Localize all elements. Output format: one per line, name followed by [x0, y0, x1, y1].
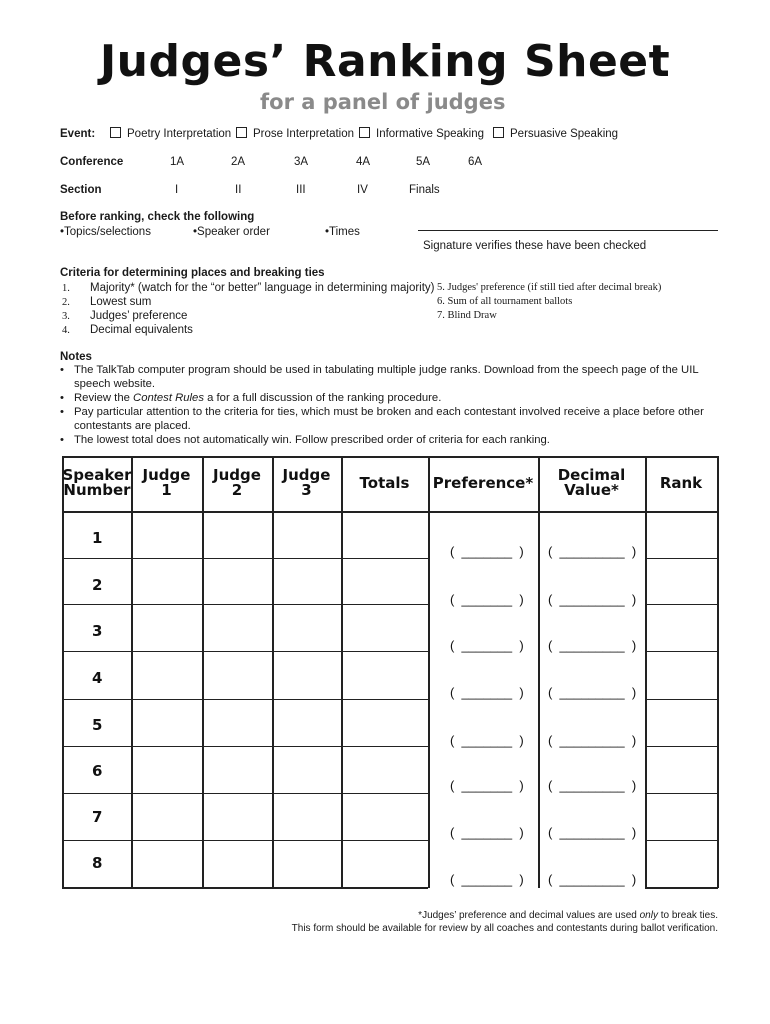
speaker-number: 7 [92, 808, 103, 826]
preference-blank[interactable]: ( _______ ) [450, 638, 524, 653]
note-item: • Review the Contest Rules a for a full discussion of the ranking procedure. [60, 392, 442, 404]
section-option[interactable]: III [296, 184, 306, 196]
page-title: Judges’ Ranking Sheet [99, 36, 671, 87]
header-judge-3: Judge 3 [282, 466, 331, 499]
option-label: Poetry Interpretation [127, 128, 232, 140]
section-option[interactable]: IV [357, 184, 368, 196]
criteria-item: 2. Lowest sum [62, 296, 152, 308]
footer-note-review: This form should be available for review by all coaches and contestants during ballot verification. [291, 923, 718, 934]
criteria-item: 7. Blind Draw [437, 310, 497, 321]
decimal-blank[interactable]: ( _________ ) [548, 592, 637, 607]
section-option[interactable]: II [235, 184, 242, 196]
note-item: • The lowest total does not automatically win. Follow prescribed order of criteria for each ranking. [60, 434, 550, 446]
criteria-item: 5. Judges' preference (if still tied after decimal break) [437, 282, 662, 293]
page-subtitle: for a panel of judges [260, 90, 506, 114]
criteria-heading: Criteria for determining places and breaking ties [60, 267, 325, 279]
footer-note-ties: *Judges’ preference and decimal values are used only to break ties. [418, 910, 718, 921]
before-item: •Speaker order [193, 226, 270, 238]
criteria-item: 1. Majority* (watch for the “or better” language in determining majority) [62, 282, 435, 294]
header-speaker-number: Speaker Number [62, 466, 132, 499]
section-label: Section [60, 184, 102, 196]
note-item: • Pay particular attention to the criteria for ties, which must be broken and each contestant involved receive a place before other contestants are placed. [60, 406, 704, 432]
header-rank: Rank [659, 474, 703, 492]
conference-option[interactable]: 3A [294, 156, 309, 168]
conference-option[interactable]: 6A [468, 156, 483, 168]
preference-blank[interactable]: ( _______ ) [450, 778, 524, 793]
section-option[interactable]: I [175, 184, 179, 196]
speaker-number: 6 [92, 762, 103, 780]
decimal-blank[interactable]: ( _________ ) [548, 778, 637, 793]
option-label: Prose Interpretation [253, 128, 355, 140]
header-judge-1: Judge 1 [142, 466, 191, 499]
preference-blank[interactable]: ( _______ ) [450, 872, 524, 887]
conference-option[interactable]: 2A [231, 156, 246, 168]
header-judge-2: Judge 2 [213, 466, 261, 499]
preference-blank[interactable]: ( _______ ) [450, 733, 524, 748]
criteria-item: 3. Judges’ preference [62, 310, 188, 322]
decimal-blank[interactable]: ( _________ ) [548, 685, 637, 700]
decimal-blank[interactable]: ( _________ ) [548, 825, 637, 840]
before-heading: Before ranking, check the following [60, 211, 255, 223]
decimal-blank[interactable]: ( _________ ) [548, 638, 637, 653]
conference-label: Conference [60, 156, 124, 168]
preference-blank[interactable]: ( _______ ) [450, 592, 524, 607]
speaker-number: 1 [92, 529, 103, 547]
conference-option[interactable]: 5A [416, 156, 431, 168]
signature-caption: Signature verifies these have been checked [423, 240, 647, 252]
event-label: Event: [60, 128, 96, 140]
before-item: •Topics/selections [60, 226, 151, 238]
notes-heading: Notes [60, 351, 92, 363]
speaker-number: 5 [92, 716, 103, 734]
speaker-number: 2 [92, 576, 103, 594]
header-decimal-value: Decimal Value* [557, 466, 626, 499]
conference-option[interactable]: 4A [356, 156, 371, 168]
decimal-blank[interactable]: ( _________ ) [548, 733, 637, 748]
option-label: Informative Speaking [376, 128, 485, 140]
criteria-item: 6. Sum of all tournament ballots [437, 296, 573, 307]
preference-blank[interactable]: ( _______ ) [450, 825, 524, 840]
decimal-blank[interactable]: ( _________ ) [548, 872, 637, 887]
header-totals: Totals [359, 474, 410, 492]
conference-option[interactable]: 1A [170, 156, 185, 168]
decimal-blank[interactable]: ( _________ ) [548, 544, 637, 559]
preference-blank[interactable]: ( _______ ) [450, 544, 524, 559]
header-preference: Preference* [432, 474, 534, 492]
section-option[interactable]: Finals [409, 184, 440, 196]
option-label: Persuasive Speaking [510, 128, 619, 140]
note-item: • The TalkTab computer program should be used in tabulating multiple judge ranks. Download from the speech page of the UIL speech website. [60, 364, 699, 390]
speaker-number: 3 [92, 622, 103, 640]
speaker-number: 8 [92, 854, 103, 872]
preference-blank[interactable]: ( _______ ) [450, 685, 524, 700]
speaker-number: 4 [92, 669, 103, 687]
before-item: •Times [325, 226, 360, 238]
criteria-item: 4. Decimal equivalents [62, 324, 193, 336]
